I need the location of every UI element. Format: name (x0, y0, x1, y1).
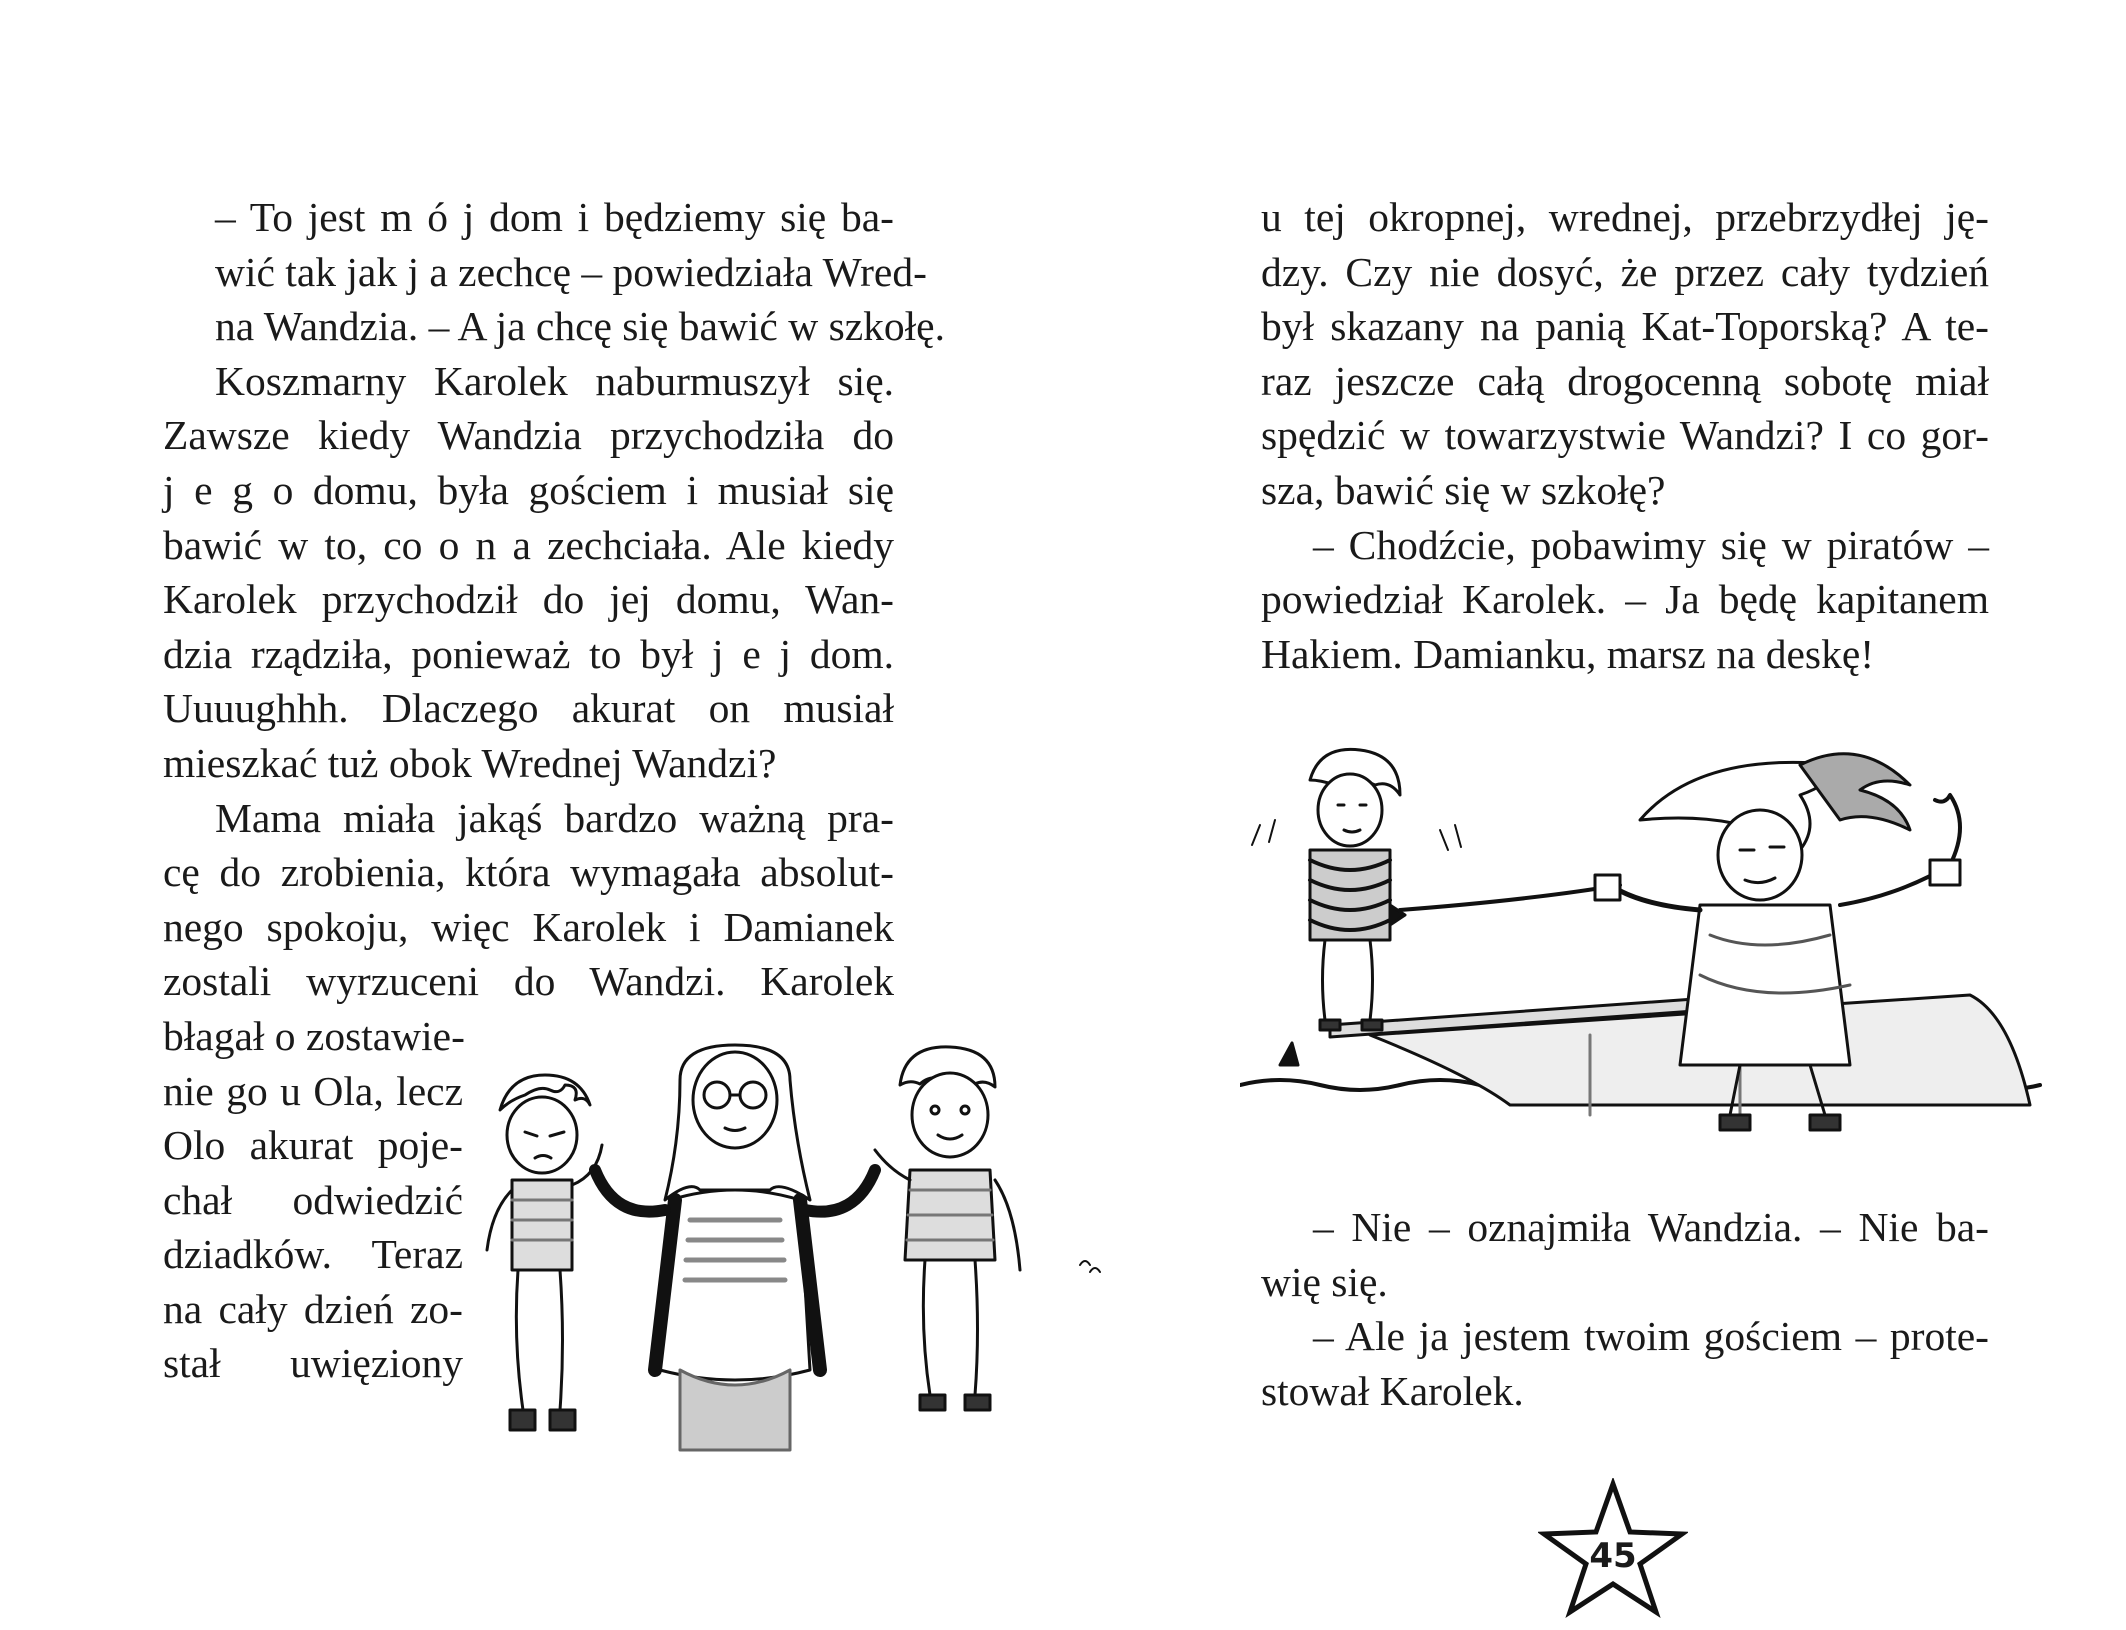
text-line: spędzić w towarzystwie Wandzi? I co gor- (1261, 412, 1989, 459)
illustration-pirate-sketch (1240, 735, 2060, 1145)
text-line: – Chodźcie, pobawimy się w piratów – (1313, 521, 1989, 568)
right-page-text (1261, 190, 1989, 681)
text-line: Uuuughhh. Dlaczego akurat on musiał (163, 685, 894, 732)
text-line: mieszkać tuż obok Wrednej Wandzi? (163, 739, 777, 786)
paragraph-2 (1261, 518, 1989, 682)
paragraph-3-wrapped (163, 1009, 463, 1391)
text-line: zostali wyrzuceni do Wandzi. Karolek (163, 958, 894, 1005)
text-line: – To jest m ó j dom i będziemy się ba- (215, 194, 894, 240)
text-line: był skazany na panią Kat-Toporską? A te- (1261, 303, 1989, 350)
text-line: Zawsze kiedy Wandzia przychodziła do (163, 412, 894, 459)
paragraph-2 (163, 354, 894, 791)
text-line: stał uwięziony (163, 1340, 463, 1387)
text-line: u tej okropnej, wrednej, przebrzydłej ję- (1261, 194, 1989, 240)
text-line: nie go u Ola, lecz (163, 1067, 463, 1114)
text-line: Olo akurat poje- (163, 1122, 463, 1169)
text-line: stował Karolek. (1261, 1367, 1524, 1414)
text-line: Hakiem. Damianku, marsz na deskę! (1261, 630, 1875, 677)
text-line: wić tak jak j a zechcę – powiedziała Wred- (215, 248, 927, 295)
text-line: sza, bawić się w szkołę? (1261, 466, 1666, 513)
illustration-children-sketch (480, 1040, 1120, 1480)
text-line: j e g o domu, była gościem i musiał się (163, 466, 894, 513)
paragraph-3 (1261, 1200, 1989, 1309)
paragraph-1 (163, 190, 945, 354)
paragraph-4 (1261, 1309, 1989, 1418)
text-line: – Nie – oznajmiła Wandzia. – Nie ba- (1313, 1204, 1989, 1250)
text-line: dzia rządziła, ponieważ to był j e j dom. (163, 630, 894, 677)
paragraph-1 (1261, 190, 1989, 518)
text-line: – Ale ja jestem twoim gościem – prote- (1313, 1313, 1989, 1360)
text-line: cę do zrobienia, która wymagała absolut- (163, 849, 894, 896)
text-line: Karolek przychodził do jej domu, Wan- (163, 576, 894, 623)
page-number: 45 (1589, 1536, 1637, 1576)
text-line: Koszmarny Karolek naburmuszył się. (215, 357, 894, 404)
text-line: na Wandzia. – A ja chcę się bawić w szkołę. (215, 303, 945, 350)
boy-right-figure (875, 1047, 1020, 1410)
text-line: powiedział Karolek. – Ja będę kapitanem (1261, 576, 1989, 623)
text-line: błagał o zostawie- (163, 1012, 465, 1059)
text-line: wię się. (1261, 1258, 1388, 1305)
girl-center-figure (595, 1045, 875, 1450)
text-line: na cały dzień zo- (163, 1285, 463, 1332)
paragraph-3 (163, 791, 894, 1009)
text-line: nego spokoju, więc Karolek i Damianek (163, 903, 894, 950)
text-line: bawić w to, co o n a zechciała. Ale kiedy (163, 521, 894, 568)
text-line: chał odwiedzić (163, 1176, 463, 1223)
tied-boy-figure (1252, 749, 1461, 1030)
text-line: raz jeszcze całą drogocenną sobotę miał (1261, 357, 1989, 404)
boy-left-figure (487, 1075, 602, 1430)
text-line: Mama miała jakąś bardzo ważną pra- (215, 794, 894, 841)
right-page-text-bottom (1261, 1200, 1989, 1418)
text-line: dziadków. Teraz (163, 1231, 463, 1278)
text-line: dzy. Czy nie dosyć, że przez cały tydzień (1261, 248, 1989, 295)
